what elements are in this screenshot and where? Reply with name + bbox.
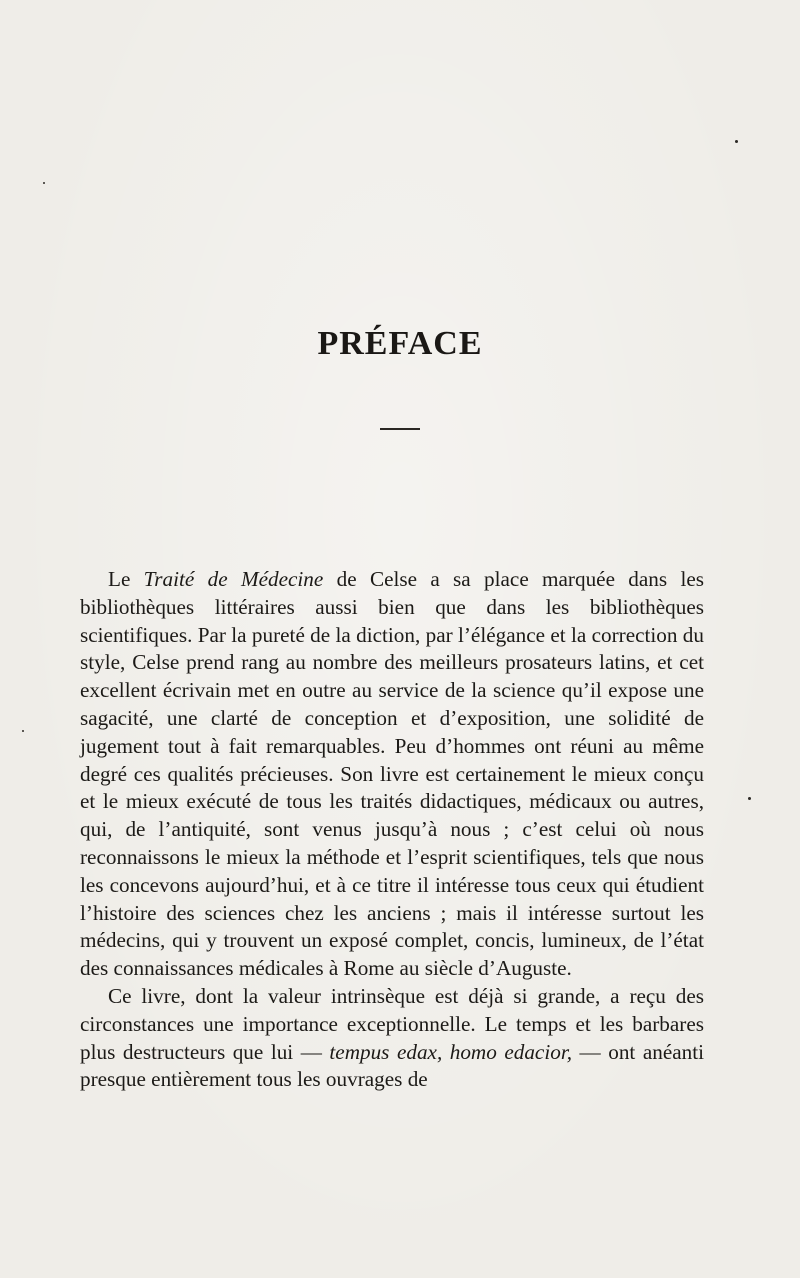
- paragraph: [80, 983, 704, 1094]
- italic-text: tempus edax, homo edacior,: [329, 1039, 573, 1064]
- body-text: [80, 566, 704, 1094]
- text-run: de Celse a sa place marquée dans les bibliothèques littéraires aussi bien que dans les bibliothèques scientifiques. Par la pureté de la diction, par l’élégance et la correction du style, Celse prend rang au nombre des meilleurs prosateurs latins, et cet excellent écrivain met en outre au service de la science qu’il expose une sagacité, une clarté de conception et d’exposition, une solidité de jugement tout à fait remarquables. Peu d’hommes ont réuni au même degré ces qualités précieuses. Son livre est certainement le mieux conçu et le mieux exécuté de tous les traités didactiques, médicaux ou autres, qui, de l’antiquité, sont venus jusqu’à nous ; c’est celui où nous reconnaissons le mieux la méthode et l’esprit scientifiques, tels que nous les concevons aujourd’hui, et à ce titre il intéresse tous ceux qui étudient l’histoire des sciences chez les anciens ; mais il intéresse surtout les médecins, qui y trouvent un exposé complet, concis, lumineux, de l’état des connaissances médicales à Rome au siècle d’Auguste.: [80, 567, 705, 981]
- ink-speck: [735, 140, 738, 143]
- italic-text: Traité de Médecine: [143, 567, 324, 591]
- ink-speck: [748, 797, 751, 800]
- page-title: PRÉFACE: [317, 324, 483, 362]
- ink-speck: [22, 730, 24, 732]
- text-run: — ont anéanti presque entièrement tous les ouvrages de: [80, 1039, 704, 1092]
- ink-speck: [43, 182, 45, 184]
- text-run: Le: [108, 567, 144, 591]
- text-run: Ce livre, dont la valeur intrinsèque est déjà si grande, a reçu des circonstances une importance exceptionnelle. Le temps et les barbares plus destructeurs que lui —: [80, 983, 704, 1064]
- paragraph: [80, 566, 704, 983]
- title-rule: [380, 428, 420, 430]
